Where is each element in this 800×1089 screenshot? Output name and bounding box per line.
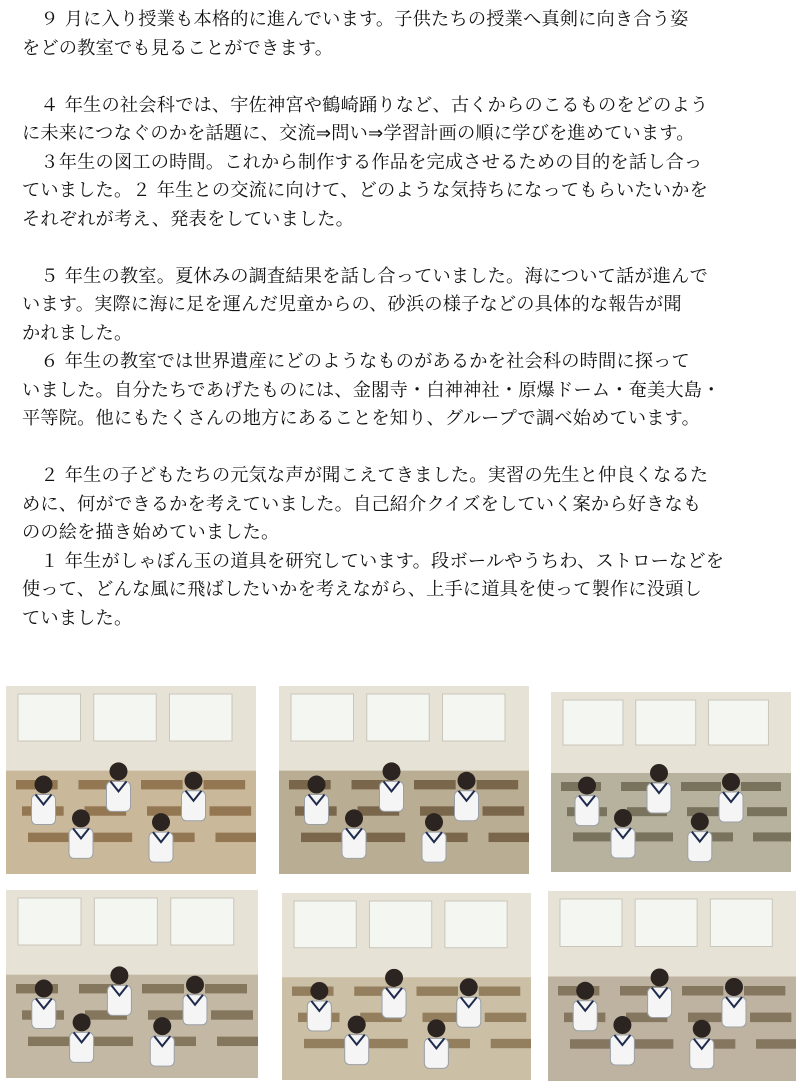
text-line: いました。自分たちであげたものには、金閣寺・白神神社・原爆ドーム・奄美大島・ (22, 379, 721, 401)
photo-image (6, 686, 256, 874)
text-line: ５ 年生の教室。夏休みの調査結果を話し合っていました。海について話が進んで (22, 265, 708, 287)
text-line: ３年生の図工の時間。これから制作する作品を完成させるための目的を話し合っ (22, 151, 703, 173)
text-line: ６ 年生の教室では世界遺産にどのようなものがあるかを社会科の時間に探って (22, 351, 690, 372)
text-line: １ 年生がしゃぼん玉の道具を研究しています。段ボールやうちわ、ストローなどを (22, 550, 725, 572)
photo-image (551, 692, 791, 872)
text-line: ４ 年生の社会科では、宇佐神宮や鶴崎踊りなど、古くからのこるものをどのよう (22, 94, 709, 116)
text-line: かれました。 (22, 322, 133, 344)
photo-image (6, 890, 258, 1078)
text-line: ９ 月に入り授業も本格的に進んでいます。子供たちの授業へ真剣に向き合う姿 (22, 9, 689, 30)
text-line: をどの教室でも見ることができます。 (22, 37, 334, 59)
photo-4th-grade-classroom (6, 686, 256, 874)
text-line: 使って、どんな風に飛ばしたいかを考えながら、上手に道具を使って製作に没頭し (22, 579, 702, 600)
text-line: います。実際に海に足を運んだ児童からの、砂浜の様子などの具体的な報告が聞 (22, 294, 682, 315)
text-line: ２ 年生の子どもたちの元気な声が聞こえてきました。実習の先生と仲良くなるた (22, 465, 709, 486)
photo-1st-grade-bubbles (548, 891, 796, 1081)
text-line: めに、何ができるかを考えていました。自己紹介クイズをしていく案から好きなも (22, 493, 702, 515)
photo-3rd-grade-art-class (279, 686, 529, 874)
text-line: ていました。 (22, 607, 133, 629)
photo-image (282, 893, 531, 1080)
text-line: に未来につなぐのかを話題に、交流⇒問い⇒学習計画の順に学びを進めています。 (22, 123, 695, 144)
text-line: のの絵を描き始めていました。 (22, 522, 280, 543)
text-line: 平等院。他にもたくさんの地方にあることを知り、グループで調べ始めています。 (22, 408, 700, 429)
photo-2nd-grade-classroom (282, 893, 531, 1080)
photo-6th-grade-tablets (6, 890, 258, 1078)
photo-5th-grade-classroom (551, 692, 791, 872)
photo-image (279, 686, 529, 874)
text-line: ていました。２ 年生との交流に向けて、どのような気持ちになってもらいたいかを (22, 180, 708, 201)
text-line: それぞれが考え、発表をしていました。 (22, 208, 355, 230)
photo-image (548, 891, 796, 1081)
